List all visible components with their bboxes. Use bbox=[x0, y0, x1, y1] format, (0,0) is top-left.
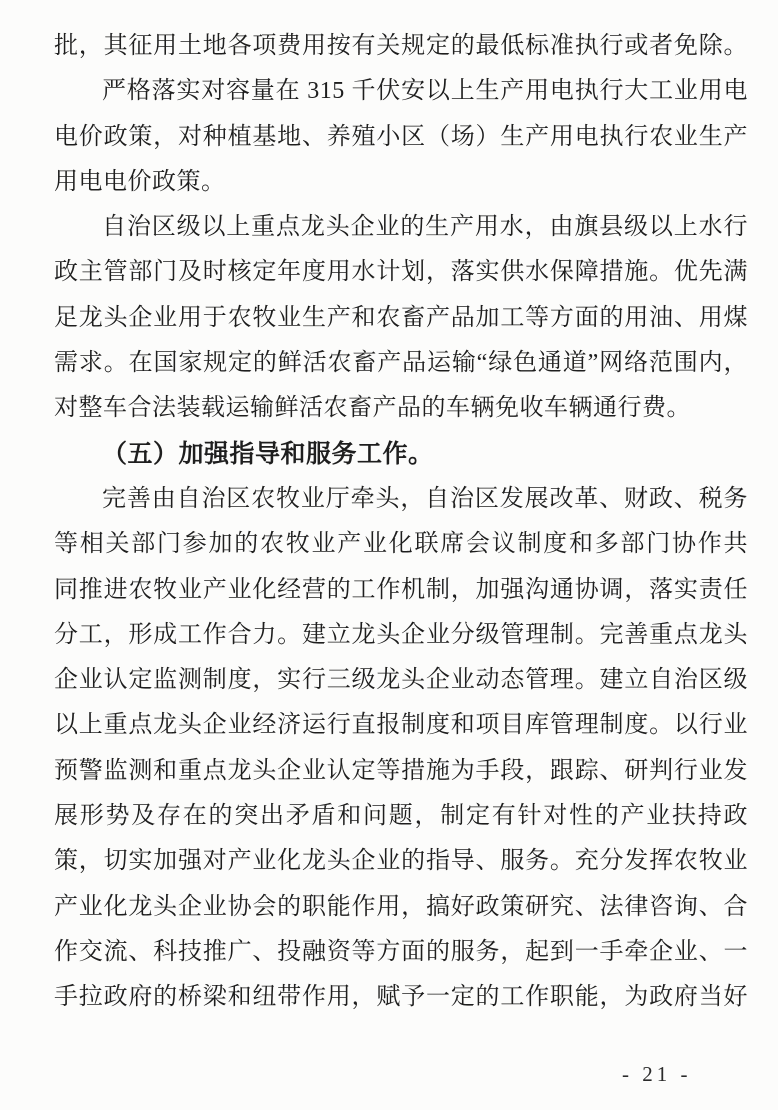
text-line: 对整车合法装载运输鲜活农畜产品的车辆免收车辆通行费。 bbox=[54, 395, 691, 422]
text-line: 手拉政府的桥梁和纽带作用，赋予一定的工作职能，为政府当好 bbox=[54, 984, 748, 1011]
text-line: 展形势及存在的突出矛盾和问题，制定有针对性的产业扶持政 bbox=[54, 803, 748, 830]
text-line: 完善由自治区农牧业厅牵头，自治区发展改革、财政、税务 bbox=[102, 485, 748, 512]
text-line: 同推进农牧业产业化经营的工作机制，加强沟通协调，落实责任 bbox=[54, 576, 748, 603]
text-line: 批，其征用土地各项费用按有关规定的最低标准执行或者免除。 bbox=[54, 33, 748, 59]
text-line: 预警监测和重点龙头企业认定等措施为手段，跟踪、研判行业发 bbox=[54, 757, 748, 784]
text-line: 产业化龙头企业协会的职能作用，搞好政策研究、法律咨询、合 bbox=[54, 893, 748, 920]
text-line: 策，切实加强对产业化龙头企业的指导、服务。充分发挥农牧业 bbox=[54, 848, 748, 875]
text-line: 以上重点龙头企业经济运行直报制度和项目库管理制度。以行业 bbox=[54, 712, 748, 739]
text-line: 足龙头企业用于农牧业生产和农畜产品加工等方面的用油、用煤 bbox=[54, 304, 748, 331]
text-line: 政主管部门及时核定年度用水计划，落实供水保障措施。优先满 bbox=[54, 259, 748, 286]
text-line: 需求。在国家规定的鲜活农畜产品运输“绿色通道”网络范围内， bbox=[54, 350, 748, 377]
text-line: 作交流、科技推广、投融资等方面的服务，起到一手牵企业、一 bbox=[54, 938, 748, 965]
text-line: 严格落实对容量在 315 千伏安以上生产用电执行大工业用电 bbox=[102, 78, 748, 105]
text-line: 电价政策，对种植基地、养殖小区（场）生产用电执行农业生产 bbox=[54, 123, 748, 150]
document-body bbox=[54, 24, 748, 1021]
text-line: 自治区级以上重点龙头企业的生产用水，由旗县级以上水行 bbox=[102, 214, 748, 241]
section-heading: （五）加强指导和服务工作。 bbox=[102, 440, 434, 468]
text-line: 企业认定监测制度，实行三级龙头企业动态管理。建立自治区级 bbox=[54, 667, 748, 694]
text-line: 用电电价政策。 bbox=[54, 168, 226, 195]
text-line: 等相关部门参加的农牧业产业化联席会议制度和多部门协作共 bbox=[54, 531, 748, 558]
page-number: - 21 - bbox=[622, 1062, 692, 1086]
text-line: 分工，形成工作合力。建立龙头企业分级管理制。完善重点龙头 bbox=[54, 621, 748, 648]
